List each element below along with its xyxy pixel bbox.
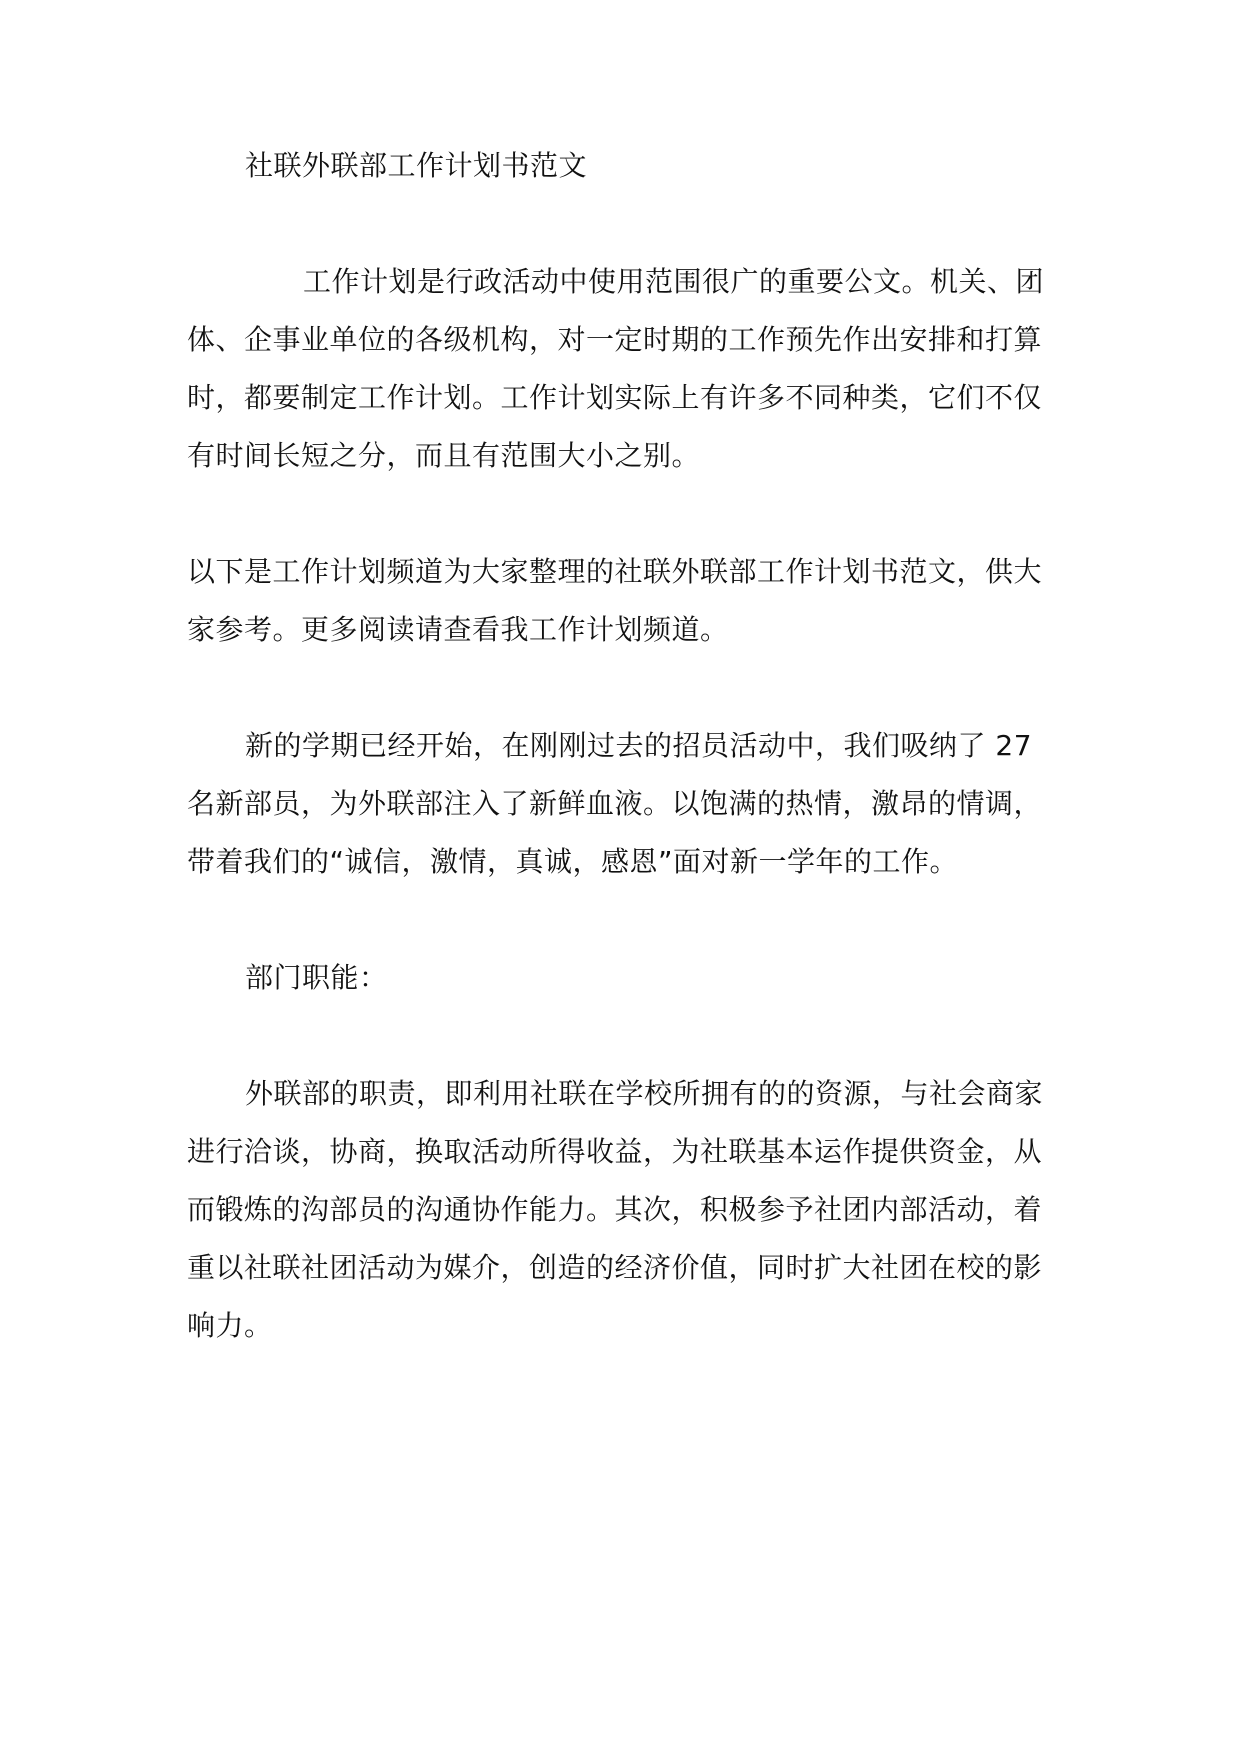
- semester-line-3: 带着我们的“诚信，激情，真诚，感恩”面对新一学年的工作。: [187, 845, 959, 878]
- semester-line-2: 名新部员，为外联部注入了新鲜血液。以饱满的热情，激昂的情调，: [187, 787, 1043, 820]
- intro-line-1: 工作计划是行政活动中使用范围很广的重要公文。机关、团: [303, 265, 1045, 298]
- notice-line-2: 家参考。更多阅读请查看我工作计划频道。: [187, 613, 729, 646]
- function-line-2: 进行洽谈，协商，换取活动所得收益，为社联基本运作提供资金，从: [187, 1135, 1043, 1168]
- intro-line-3: 时，都要制定工作计划。工作计划实际上有许多不同种类，它们不仅: [187, 381, 1043, 414]
- semester-line-1: 新的学期已经开始，在刚刚过去的招员活动中，我们吸纳了 27: [245, 729, 1033, 762]
- notice-line-1: 以下是工作计划频道为大家整理的社联外联部工作计划书范文，供大: [187, 555, 1043, 588]
- function-line-3: 而锻炼的沟部员的沟通协作能力。其次，积极参予社团内部活动，着: [187, 1193, 1043, 1226]
- function-line-1: 外联部的职责，即利用社联在学校所拥有的的资源，与社会商家: [245, 1077, 1044, 1110]
- section-heading: 部门职能：: [245, 961, 388, 994]
- intro-line-4: 有时间长短之分，而且有范围大小之别。: [187, 439, 701, 472]
- document-title: 社联外联部工作计划书范文: [245, 149, 588, 182]
- intro-line-2: 体、企事业单位的各级机构，对一定时期的工作预先作出安排和打算: [187, 323, 1043, 356]
- function-line-4: 重以社联社团活动为媒介，创造的经济价值，同时扩大社团在校的影: [187, 1251, 1043, 1284]
- function-line-5: 响力。: [187, 1309, 273, 1342]
